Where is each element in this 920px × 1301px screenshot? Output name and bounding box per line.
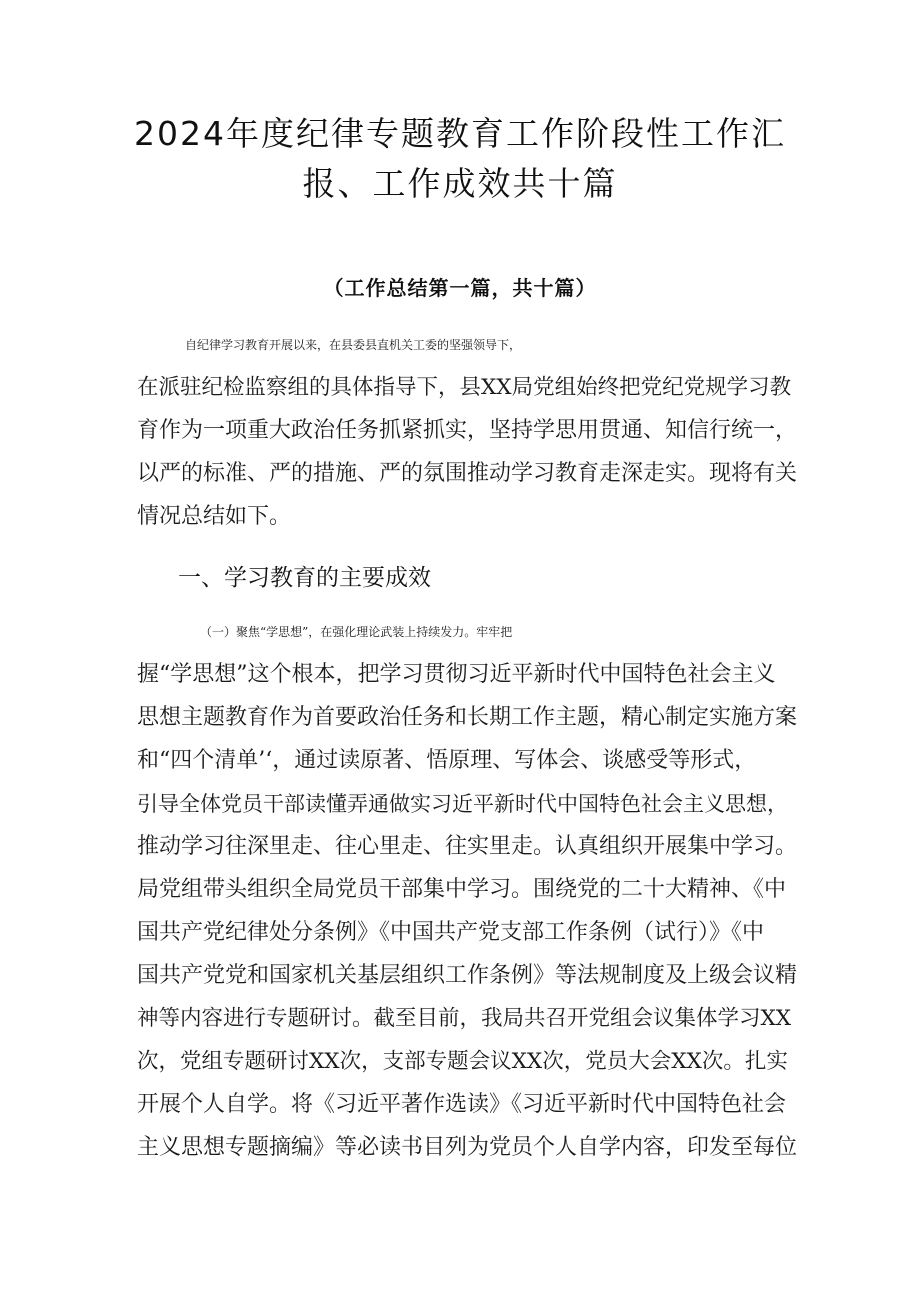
- section-line: 思想主题教育作为首要政治任务和长期工作主题，精心制定实施方案: [137, 705, 798, 730]
- intro-line: 育作为一项重大政治任务抓紧抓实，坚持学思用贯通、知信行统一，: [137, 418, 798, 443]
- intro-line: 自纪律学习教育开展以来，在县委县直机关工委的坚强领导下，: [185, 338, 522, 352]
- intro-line: 在派驻纪检监察组的具体指导下，县XX局党组始终把党纪党规学习教: [137, 375, 792, 400]
- section-heading: 一、学习教育的主要成效: [178, 565, 431, 591]
- document-title-line-2: 报、工作成效共十篇: [302, 164, 618, 203]
- section-line: 推动学习往深里走、往心里走、往实里走。认真组织开展集中学习。: [137, 834, 798, 859]
- section-line: 次，党组专题研讨XX次，支部专题会议XX次，党员大会XX次。扎实: [137, 1049, 788, 1074]
- section-line: 主义思想专题摘编》等必读书目列为党员个人自学内容，印发至每位: [137, 1135, 798, 1160]
- section-line: 局党组带头组织全局党员干部集中学习。围绕党的二十大精神、《中: [137, 877, 787, 902]
- section-line: 神等内容进行专题研讨。截至目前，我局共召开党组会议集体学习XX: [137, 1006, 792, 1031]
- section-line: （一）聚焦“学思想”，在强化理论武装上持续发力。牢牢把: [200, 625, 513, 639]
- document-subtitle: （工作总结第一篇，共十篇）: [323, 276, 597, 300]
- intro-line: 以严的标准、严的措施、严的氛围推动学习教育走深走实。现将有关: [137, 461, 798, 486]
- intro-line: 情况总结如下。: [137, 504, 292, 529]
- section-line: 和“四个清单’‘，通过读原著、悟原理、写体会、谈感受等形式，: [137, 748, 757, 773]
- section-line: 引导全体党员干部读懂弄通做实习近平新时代中国特色社会主义思想，: [137, 792, 788, 816]
- section-line: 握“学思想”这个根本，把学习贯彻习近平新时代中国特色社会主义: [137, 662, 776, 687]
- document-title-line-1: 2024年度纪律专题教育工作阶段性工作汇: [134, 114, 786, 153]
- section-line: 国共产党纪律处分条例》《中国共产党支部工作条例（试行）》《中: [137, 920, 765, 945]
- section-line: 开展个人自学。将《习近平著作选读》《习近平新时代中国特色社会: [137, 1092, 787, 1117]
- section-line: 国共产党党和国家机关基层组织工作条例》等法规制度及上级会议精: [137, 963, 798, 988]
